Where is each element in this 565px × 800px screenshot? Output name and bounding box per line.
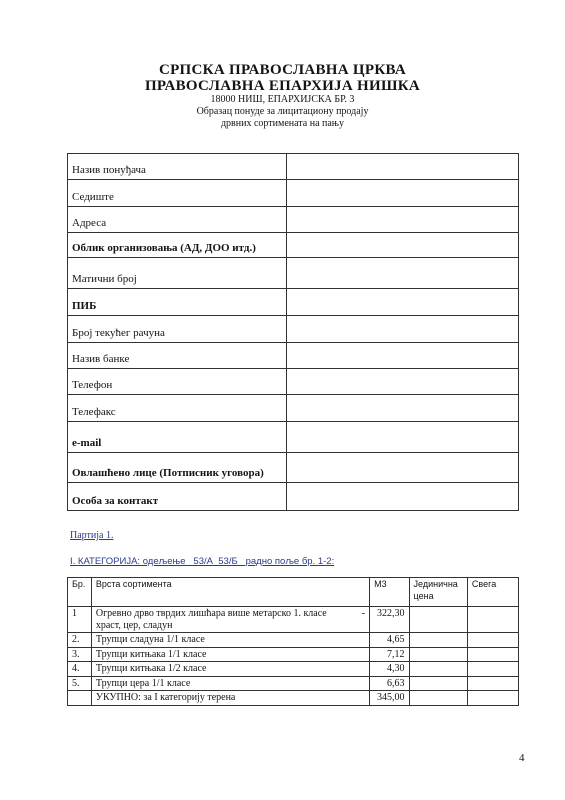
row-number: 1 <box>68 607 92 633</box>
form-value-field[interactable] <box>287 395 519 422</box>
form-value-field[interactable] <box>287 180 519 207</box>
form-label: Број текућег рачуна <box>68 316 287 343</box>
form-label: Назив банке <box>68 343 287 369</box>
form-value-field[interactable] <box>287 316 519 343</box>
form-value-field[interactable] <box>287 154 519 180</box>
row-m3: 4,30 <box>370 662 409 677</box>
header-unit-price: Јединична цена <box>409 578 467 607</box>
form-value-field[interactable] <box>287 369 519 395</box>
row-total[interactable] <box>467 647 518 662</box>
form-label: ПИБ <box>68 289 287 316</box>
row-assortment: Трупци китњака 1/2 класе <box>91 662 369 677</box>
form-label: Матични број <box>68 258 287 289</box>
table-row <box>68 607 519 633</box>
row-unit-price[interactable] <box>409 633 467 648</box>
document-header <box>0 62 565 130</box>
row-unit-price[interactable] <box>409 676 467 691</box>
eparchy-address: 18000 НИШ, ЕПАРХИЈСКА БР. 3 <box>210 94 355 105</box>
lot-title: Партија 1. <box>70 530 114 541</box>
form-row-bank <box>68 343 519 369</box>
header-number: Бр. <box>68 578 92 607</box>
form-row-pib <box>68 289 519 316</box>
form-value-field[interactable] <box>287 258 519 289</box>
row-unit-price[interactable] <box>409 662 467 677</box>
row-number: 4. <box>68 662 92 677</box>
form-label: Телефон <box>68 369 287 395</box>
form-label: Седиште <box>68 180 287 207</box>
form-value-field[interactable] <box>287 483 519 511</box>
row-total[interactable] <box>467 676 518 691</box>
form-row-phone <box>68 369 519 395</box>
form-row-email <box>68 422 519 453</box>
row-number <box>68 691 92 706</box>
row-unit-price[interactable] <box>409 647 467 662</box>
form-label: Облик организовања (АД, ДОО итд.) <box>68 233 287 258</box>
eparchy-name: ПРАВОСЛАВНА ЕПАРХИЈА НИШКА <box>144 78 421 94</box>
row-number: 5. <box>68 676 92 691</box>
row-total[interactable] <box>467 633 518 648</box>
table-row <box>68 662 519 677</box>
form-row-org-form <box>68 233 519 258</box>
form-label: e-mail <box>68 422 287 453</box>
row-number: 2. <box>68 633 92 648</box>
form-label: Телефакс <box>68 395 287 422</box>
row-assortment: Трупци китњака 1/1 класе <box>91 647 369 662</box>
row-m3: 7,12 <box>370 647 409 662</box>
form-row-reg-number <box>68 258 519 289</box>
assortment-table <box>67 577 519 706</box>
form-subtitle-2: дрвних сортимената на пању <box>220 118 345 129</box>
form-row-authorized-person <box>68 453 519 483</box>
row-m3: 6,63 <box>370 676 409 691</box>
header-total: Свега <box>467 578 518 607</box>
page-number: 4 <box>519 752 525 764</box>
table-row <box>68 633 519 648</box>
row-unit-price[interactable] <box>409 607 467 633</box>
bidder-info-table <box>67 153 519 511</box>
church-name: СРПСКА ПРАВОСЛАВНА ЦРКВА <box>158 62 407 78</box>
row-m3: 4,65 <box>370 633 409 648</box>
row-total[interactable] <box>467 662 518 677</box>
table-row <box>68 676 519 691</box>
form-label: Овлашћено лице (Потписник уговора) <box>68 453 287 483</box>
row-total[interactable] <box>467 607 518 633</box>
form-value-field[interactable] <box>287 289 519 316</box>
row-assortment: Огревно дрво тврдих лишћара више метарско 1. класе - храст, цер, сладун <box>91 607 369 633</box>
form-row-fax <box>68 395 519 422</box>
category-heading: I. КАТЕГОРИЈА: одељење 53/А 53/Б радно поље бр. 1-2: <box>70 556 335 567</box>
form-value-field[interactable] <box>287 343 519 369</box>
row-assortment: Трупци цера 1/1 класе <box>91 676 369 691</box>
row-unit-price[interactable] <box>409 691 467 706</box>
table-header-row <box>68 578 519 607</box>
header-assortment-type: Врста сортимента <box>91 578 369 607</box>
row-total[interactable] <box>467 691 518 706</box>
form-row-account <box>68 316 519 343</box>
form-value-field[interactable] <box>287 207 519 233</box>
table-row <box>68 647 519 662</box>
form-value-field[interactable] <box>287 233 519 258</box>
header-m3: М3 <box>370 578 409 607</box>
row-assortment: Трупци сладуна 1/1 класе <box>91 633 369 648</box>
form-row-seat <box>68 180 519 207</box>
form-subtitle-1: Образац понуде за лицитациону продају <box>196 106 369 117</box>
form-row-contact-person <box>68 483 519 511</box>
row-m3: 322,30 <box>370 607 409 633</box>
form-label: Адреса <box>68 207 287 233</box>
form-value-field[interactable] <box>287 422 519 453</box>
table-total-row <box>68 691 519 706</box>
form-label: Назив понуђача <box>68 154 287 180</box>
form-label: Особа за контакт <box>68 483 287 511</box>
form-value-field[interactable] <box>287 453 519 483</box>
form-row-bidder-name <box>68 154 519 180</box>
form-row-address <box>68 207 519 233</box>
row-assortment: УКУПНО: за I категорију терена <box>91 691 369 706</box>
row-m3: 345,00 <box>370 691 409 706</box>
row-number: 3. <box>68 647 92 662</box>
